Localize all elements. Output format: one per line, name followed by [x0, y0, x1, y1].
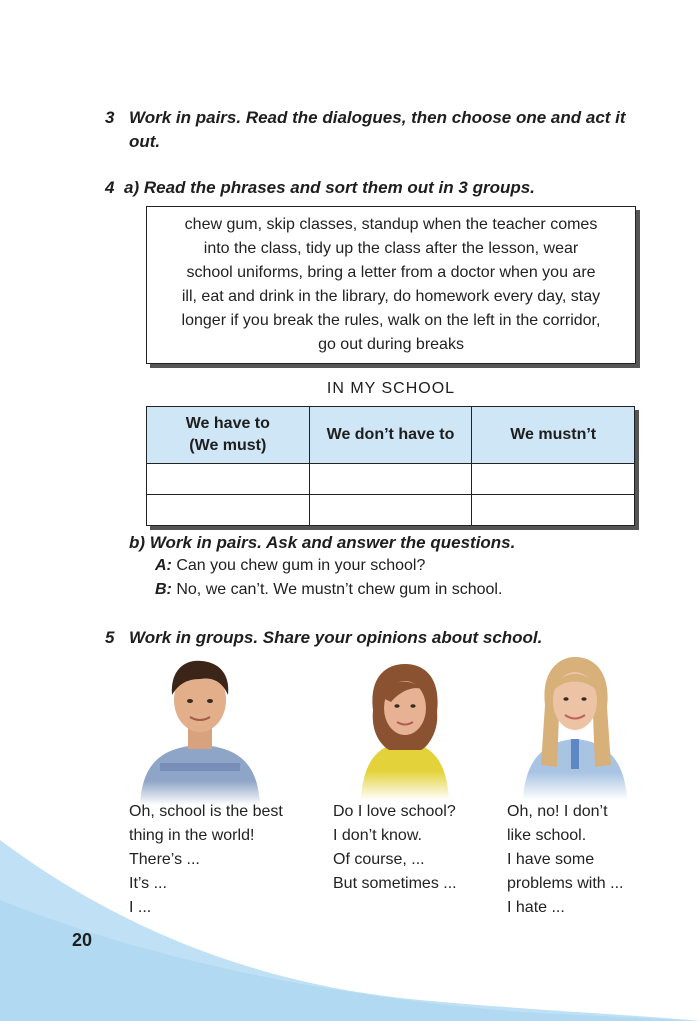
phrase-line: ill, eat and drink in the library, do homework every day, stay: [181, 288, 601, 305]
task-3-number: 3: [105, 108, 115, 127]
dialogue-line-a: [155, 557, 425, 575]
header-we-mustnt: We mustn’t: [472, 407, 635, 464]
girl1-speech: [333, 800, 493, 896]
phrase-line: school uniforms, bring a letter from a doctor when you are: [186, 264, 596, 281]
speech-line: Of course, ...: [333, 851, 425, 868]
dialogue-text: Can you chew gum in your school?: [176, 557, 426, 574]
table-cell[interactable]: [147, 464, 310, 495]
boy-illustration: [130, 655, 270, 805]
header-we-dont-have-to: We don’t have to: [309, 407, 472, 464]
sorting-table: [146, 406, 635, 526]
task-4a-instruction: a) Read the phrases and sort them out in 3 groups.: [124, 178, 535, 197]
table-row: [147, 495, 635, 526]
girl2-speech: [507, 800, 667, 920]
phrases-box: [146, 206, 636, 364]
table-cell[interactable]: [472, 495, 635, 526]
task-4b-instruction: b) Work in pairs. Ask and answer the questions.: [129, 533, 516, 552]
girl-illustration: [355, 660, 455, 800]
speech-line: I hate ...: [507, 899, 565, 916]
phrase-line: into the class, tidy up the class after the lesson, wear: [203, 240, 579, 257]
dialogue-line-b: [155, 581, 502, 599]
speech-line: I ...: [129, 899, 152, 916]
speech-line: thing in the world!: [129, 827, 255, 844]
table-cell[interactable]: [309, 464, 472, 495]
phrase-line: chew gum, skip classes, standup when the teacher comes: [184, 216, 598, 233]
speaker-a: A:: [155, 557, 172, 574]
task-5-number: 5: [105, 628, 115, 647]
speaker-b: B:: [155, 581, 172, 598]
table-caption: IN MY SCHOOL: [326, 380, 456, 397]
speech-line: But sometimes ...: [333, 875, 457, 892]
table-cell[interactable]: [147, 495, 310, 526]
table-cell[interactable]: [472, 464, 635, 495]
speech-line: I don’t know.: [333, 827, 422, 844]
speech-line: I have some: [507, 851, 595, 868]
speech-line: There’s ...: [129, 851, 200, 868]
boy-speech: [129, 800, 314, 920]
phrase-line: longer if you break the rules, walk on the left in the corridor,: [181, 312, 601, 329]
dialogue-text: No, we can’t. We mustn’t chew gum in school.: [176, 581, 503, 598]
table-row: [147, 464, 635, 495]
speech-line: Oh, no! I don’t: [507, 803, 608, 820]
speech-line: problems with ...: [507, 875, 624, 892]
task-4-number: 4: [105, 178, 115, 197]
task-3-instruction: Work in pairs. Read the dialogues, then choose one and act it out.: [129, 108, 626, 151]
speech-line: Do I love school?: [333, 803, 456, 820]
speech-line: Oh, school is the best: [129, 803, 283, 820]
speech-line: It’s ...: [129, 875, 167, 892]
phrase-line: go out during breaks: [318, 336, 464, 353]
girl-blonde-illustration: [515, 655, 635, 800]
speech-line: like school.: [507, 827, 587, 844]
page-number: 20: [72, 930, 93, 950]
task-5-instruction: Work in groups. Share your opinions about school.: [129, 628, 543, 647]
table-cell[interactable]: [309, 495, 472, 526]
header-we-have-to: We have to (We must): [147, 407, 310, 464]
